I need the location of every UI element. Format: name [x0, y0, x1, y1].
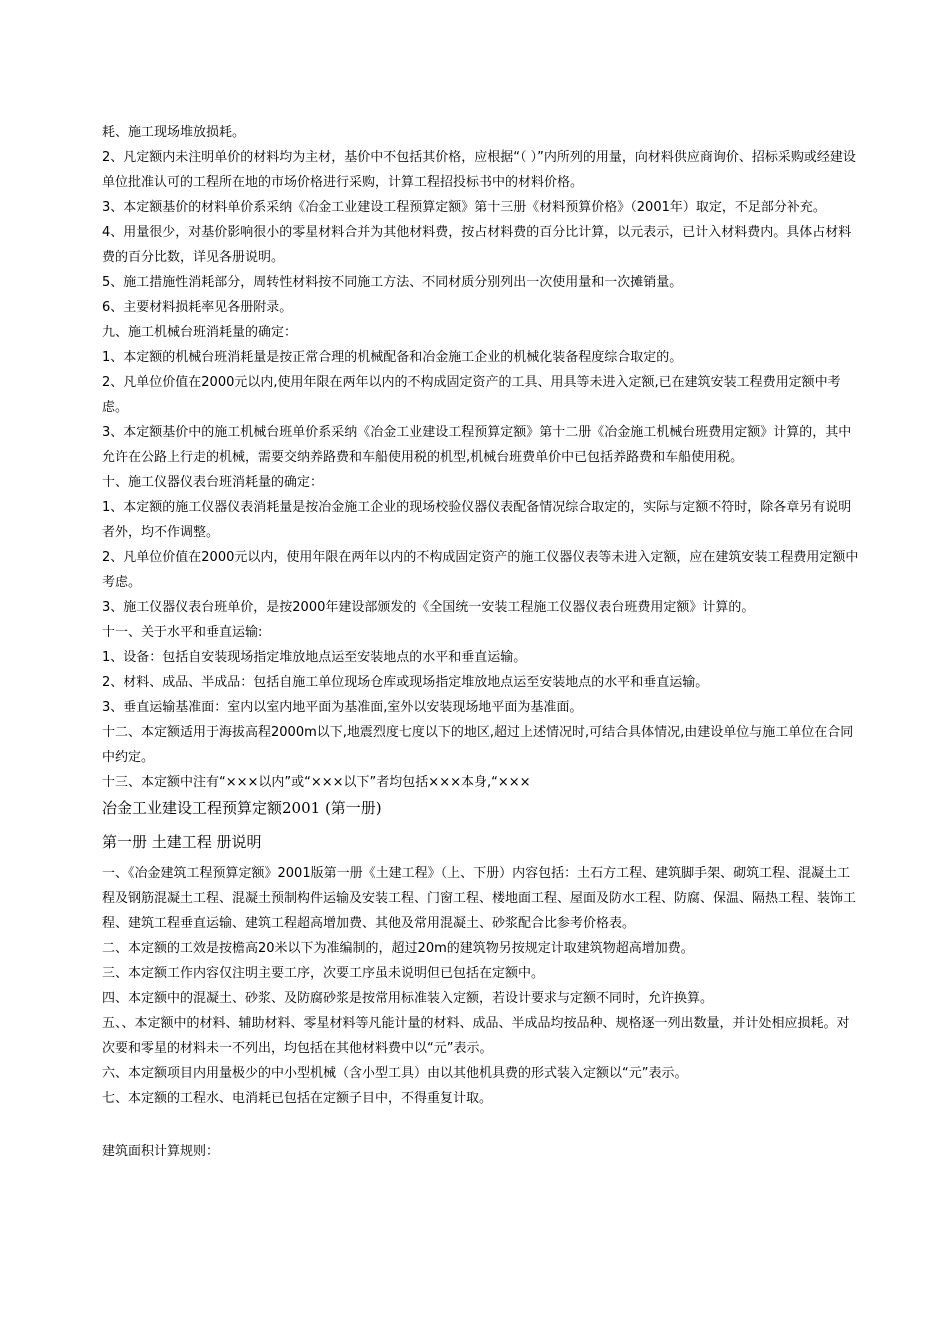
paragraph: 3、施工仪器仪表台班单价，是按2000年建设部颁发的《全国统一安装工程施工仪器仪表台班费用定额》计算的。: [102, 600, 755, 615]
spacer: [102, 1111, 862, 1139]
document-page: [102, 120, 862, 1164]
document-title: 冶金工业建设工程预算定额2001 (第一册): [102, 799, 382, 817]
paragraph: 九、施工机械台班消耗量的确定：: [102, 325, 298, 340]
paragraph: 4、用量很少，对基价影响很小的零星材料合并为其他材料费，按占材料费的百分比计算，以元表示，已计入材料费内。具体占材料费的百分比数，详见各册说明。: [102, 225, 852, 265]
paragraph: 十三、本定额中注有“×××以内”或“×××以下”者均包括×××本身,“×××: [102, 775, 531, 790]
paragraph: 十、施工仪器仪表台班消耗量的确定：: [102, 475, 324, 490]
paragraph: 1、本定额的施工仪器仪表消耗量是按冶金施工企业的现场校验仪器仪表配备情况综合取定的，实际与定额不符时，除各章另有说明者外，均不作调整。: [102, 500, 852, 540]
paragraph: 2、凡单位价值在2000元以内，使用年限在两年以内的不构成固定资产的施工仪器仪表等未进入定额，应在建筑安装工程费用定额中考虑。: [102, 550, 859, 590]
paragraph: 5、施工措施性消耗部分，周转性材料按不同施工方法、不同材质分别列出一次使用量和一次摊销量。: [102, 275, 683, 290]
section-a: [102, 120, 862, 795]
paragraph: 6、主要材料损耗率见各册附录。: [102, 300, 293, 315]
paragraph: 1、设备：包括自安装现场指定堆放地点运至安装地点的水平和垂直运输。: [102, 650, 527, 665]
paragraph: 十二、本定额适用于海拔高程2000m以下,地震烈度七度以下的地区,超过上述情况时,可结合具体情况,由建设单位与施工单位在合同中约定。: [102, 725, 854, 765]
volume-title: 第一册 土建工程 册说明: [102, 833, 262, 851]
paragraph: 五、、本定额中的材料、辅助材料、零星材料等凡能计量的材料、成品、半成品均按品种、规格逐一列出数量，并计处相应损耗。对次要和零星的材料未一不列出，均包括在其他材料费中以“元”表示。: [102, 1016, 850, 1056]
paragraph: 3、垂直运输基准面：室内以室内地平面为基准面,室外以安装现场地平面为基准面。: [102, 700, 583, 715]
paragraph: 3、本定额基价的材料单价系采纳《冶金工业建设工程预算定额》第十三册《材料预算价格》（2001年）取定，不足部分补充。: [102, 200, 826, 215]
paragraph: 三、本定额工作内容仅注明主要工序，次要工序虽未说明但已包括在定额中。: [102, 966, 545, 981]
paragraph: 2、材料、成品、半成品：包括自施工单位现场仓库或现场指定堆放地点运至安装地点的水平和垂直运输。: [102, 675, 709, 690]
paragraph: 七、本定额的工程水、电消耗已包括在定额子目中，不得重复计取。: [102, 1091, 493, 1106]
area-rules-heading: 建筑面积计算规则：: [102, 1144, 220, 1159]
paragraph: 2、凡单位价值在2000元以内,使用年限在两年以内的不构成固定资产的工具、用具等未进入定额,已在建筑安装工程费用定额中考虑。: [102, 375, 841, 415]
paragraph: 1、本定额的机械台班消耗量是按正常合理的机械配备和冶金施工企业的机械化装备程度综合取定的。: [102, 350, 683, 365]
paragraph: 耗、施工现场堆放损耗。: [102, 125, 246, 140]
section-b: [102, 861, 862, 1111]
paragraph: 四、本定额中的混凝土、砂浆、及防腐砂浆是按常用标准装入定额，若设计要求与定额不同时，允许换算。: [102, 991, 714, 1006]
paragraph: 二、本定额的工效是按檐高20米以下为准编制的，超过20m的建筑物另按规定计取建筑物超高增加费。: [102, 941, 694, 956]
paragraph: 一、《冶金建筑工程预算定额》2001版第一册《土建工程》（上、下册）内容包括：土石方工程、建筑脚手架、砌筑工程、混凝土工程及钢筋混凝土工程、混凝土预制构件运输及安装工程、门窗工程、楼地面工程、屋面及防水工程、防腐、保温、隔热工程、装饰工程、建筑工程垂直运输、建筑工程超高增加费、其他及常用混凝土、砂浆配合比参考价格表。: [102, 866, 857, 931]
paragraph: 2、凡定额内未注明单价的材料均为主材，基价中不包括其价格，应根据“（ ）”内所列的用量，向材料供应商询价、招标采购或经建设单位批准认可的工程所在地的市场价格进行采购，计算工程招投标书中的材料价格。: [102, 150, 856, 190]
paragraph: 3、本定额基价中的施工机械台班单价系采纳《冶金工业建设工程预算定额》第十二册《冶金施工机械台班费用定额》计算的，其中允许在公路上行走的机械，需要交纳养路费和车船使用税的机型,机械台班费单价中已包括养路费和车船使用税。: [102, 425, 852, 465]
paragraph: 六、本定额项目内用量极少的中小型机械（含小型工具）由以其他机具费的形式装入定额以“元”表示。: [102, 1066, 688, 1081]
paragraph: 十一、关于水平和垂直运输:: [102, 625, 263, 640]
